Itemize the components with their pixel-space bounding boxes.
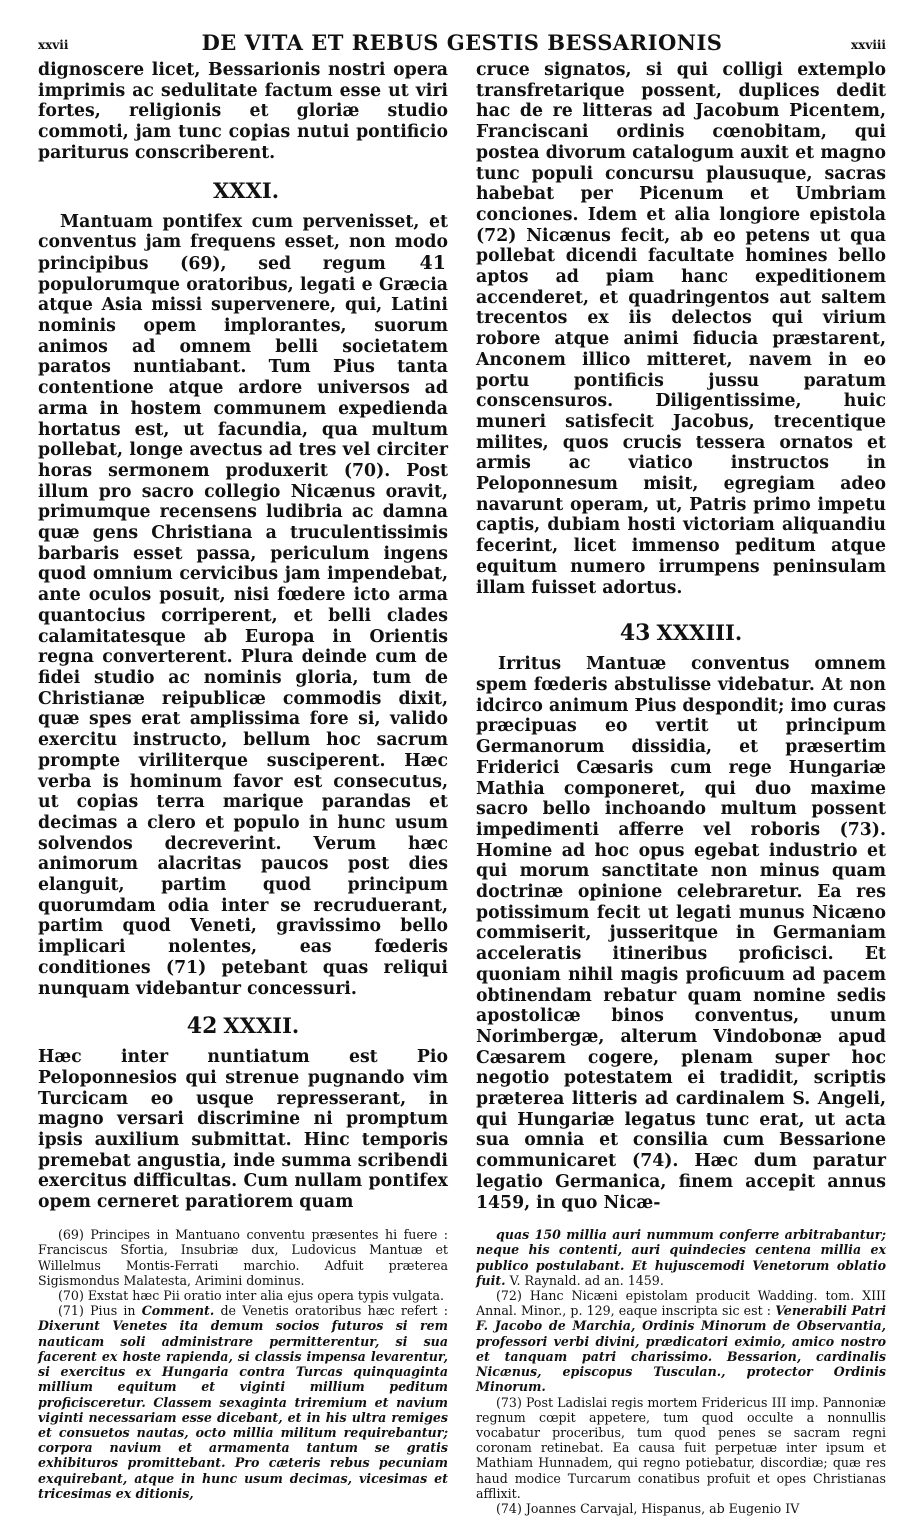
paragraph-31 [38, 212, 448, 1000]
footnote-quote: Venerabili Patri F. Jacobo de Marchia, Ordinis Minorum de Observantia, professori verbi divini, prædicatori eximio, amico nostro et tanquam patri charissimo. Bessarion, cardinalis Nicænus, episcopus Tusculan., protector Ordinis Minorum. [476, 1303, 886, 1395]
paragraph-32: Hæc inter nuntiatum est Pio Peloponnesios qui strenue pugnando vim Turcicam eo usque represserant, in magno versari discrimine ni promptum ipsis auxilium submittat. Hinc temporis premebat angustia, inde summa scribendi exercitus difficultas. Cum nullam pontifex opem cerneret paratiorem quam [38, 1047, 448, 1213]
section-title: XXXI. [212, 177, 279, 203]
footnote-71 [38, 1303, 448, 1501]
footnote-quote: quas 150 millia auri nummum conferre arbitrabantur; neque his contenti, auri quindecies centena millia ex publico postulabant. Et hujuscemodi Venetorum oblatio fuit. [476, 1227, 886, 1288]
section-heading-32 [38, 1013, 448, 1039]
main-text [38, 60, 886, 1213]
footnote-italic: Comment. [141, 1303, 215, 1319]
section-heading-31 [38, 178, 448, 204]
paragraph-33: Irritus Mantuæ conventus omnem spem fœderis abstulisse videbatur. At non idcirco animum Pius despondit; imo curas præcipuas eo vertit ut principum Germanorum dissidia, et præsertim Friderici Cæsaris cum rege Hungariæ Mathia componeret, qui duo maxime sacro bello inchoando multum possent impedimenti afferre vel roboris (73). Homine ad hoc opus egebat industrio et qui morum sanctitate non minus quam doctrinæ opinione celebraretur. Ea res potissimum fecit ut legati munus Nicæno commiserit, jusseritque in Germaniam acceleratis itineribus proficisci. Et quoniam nihil magis proficuum ad pacem obtinendam rebatur quam nomine sedis apostolicæ binos conventus, unum Norimbergæ, alterum Vindobonæ apud Cæsarem cogere, plenam super hoc negotio potestatem ei tradidit, scriptis præterea litteris ad cardinalem S. Angeli, qui Hungariæ legatus tunc erat, ut acta sua omnia et consilia cum Bessarione communicaret (74). Hæc dum paratur legatio Germanica, finem accepit annus 1459, in quo Nicæ- [476, 654, 886, 1213]
footnote-text: de Venetis oratoribus hæc refert : [214, 1303, 449, 1319]
paragraph: dignoscere licet, Bessarionis nostri opera imprimis ac sedulitate factum esse ut viri fortes, religionis et gloriæ studio commoti, jam tunc copias nutui pontificio pariturus conscriberent. [38, 60, 448, 163]
running-title: DE VITA ET REBUS GESTIS BESSARIONIS [201, 30, 723, 55]
section-title: XXXII. [223, 1013, 300, 1039]
footnote-text: (71) Pius in [58, 1303, 142, 1319]
left-column [38, 60, 448, 1213]
right-column [476, 60, 886, 1213]
paragraph: cruce signatos, si qui colligi extemplo transfretarique possent, duplices dedit hac de re litteras ad Jacobum Picentem, Franciscani ordinis cœnobitam, qui postea divorum catalogum auxit et magno tunc populi concursu plausuque, sacras habebat per Picenum et Umbriam conciones. Idem et alia longiore epistola (72) Nicænus fecit, ab eo petens ut qua pollebat dicendi facultate homines bello aptos ad piam hanc expeditionem accenderet, et quadringentos aut saltem trecentos ex iis delectos qui virium robore atque animi fiducia præstarent, Anconem illico mitteret, navem in eo portu pontificis jussu paratum conscensuros. Diligentissime, huic muneri satisfecit Jacobus, trecentique milites, quos crucis tessera ornatos et armis ac viatico instructos in Peloponnesum misit, egregiam adeo navarunt operam, ut, Patris primo impetu captis, dubiam hosti victoriam aliquandiu fecerint, licet immenso peditum atque equitum numero irrumpens peninsulam illam fuisset adortus. [476, 60, 886, 598]
page-number-left: xxvii [38, 38, 69, 52]
section-heading-33 [476, 620, 886, 646]
footnote-text: V. Raynald. ad an. 1459. [505, 1272, 664, 1288]
footnote-69: (69) Principes in Mantuano conventu præsentes hi fuere : Franciscus Sfortia, Insubriæ dux, Ludovicus Mantuæ et Willelmus Montis-Ferrati marchio. Adfuit præterea Sigismondus Malatesta, Arimini dominus. [38, 1227, 448, 1288]
margin-number: 42 [186, 1013, 218, 1040]
paragraph-text: populorumque oratoribus, legati e Græcia atque Asia missi supervenere, qui, Latini nominis opem implorantes, suorum animos ad omnem belli societatem paratos nuntiabant. Tum Pius tanta contentione atque ardore universos ad arma in hostem communem expedienda hortatus est, ut facundia, qua multum pollebat, longe avectus ad tres vel circiter horas sermonem produxerit (70). Post illum pro sacro collegio Nicænus oravit, primumque recensens ludibria ac damna quæ gens Christiana a truculentissimis barbaris esset passa, periculum ingens quod omnium cervicibus jam impendebat, ante oculos posuit, nisi fœdere icto arma quantocius corriperent, et belli clades calamitatesque ab Europa in Orientis regna converterent. Plura deinde cum de fidei studio ac nominis gloria, tum de Christianæ reipublicæ commodis dixit, quæ spes erat amplissima fore si, valido exercitu instructo, bellum hoc sacrum prompte viriliterque susciperent. Hæc verba is hominum favor est consecutus, ut copias terra marique parandas et decimas a clero et populo in hunc usum solvendos decreverint. Verum hæc animorum alacritas paucos post dies elanguit, partim quod principum quorumdam odia inter se recruduerant, partim quod Veneti, gravissimo bello implicari nolentes, eas fœderis conditiones (71) petebant quas reliqui nunquam videbantur concessuri. [38, 274, 448, 999]
footnote-72 [476, 1288, 886, 1394]
footnote-74: (74) Joannes Carvajal, Hispanus, ab Eugenio IV [496, 1500, 800, 1516]
footnote-71-continued [476, 1227, 886, 1288]
margin-number-41: 41 [419, 251, 446, 274]
footnote-73: (73) Post Ladislai regis mortem Fridericus III imp. Pannoniæ regnum cœpit appetere, tum quod occulte a nonnullis vocabatur proceribus, tum quod penes se sacram regni coronam retinebat. Ea causa fuit perpetuæ inter ipsum et Mathiam Hunnadem, qui regno potiebatur, discordiæ; quæ res haud modice Turcarum conatibus profuit et opes Christianas afflixit. [476, 1394, 886, 1501]
paragraph-text: Mantuam pontifex cum pervenisset, et conventus jam frequens esset, non modo principibus (69), sed regum [38, 211, 448, 274]
footnotes-left [38, 1227, 448, 1516]
footnotes [38, 1227, 886, 1516]
section-title: XXXIII. [656, 620, 743, 646]
running-head [38, 30, 886, 60]
footnote-quote: Dixerunt Venetes ita demum socios futuros si rem nauticam soli administrare permitterentur, si sua facerent ex hoste rapienda, si classis impensa levarentur, si exercitus ex Hungaria contra Turcas quinquaginta millium equitum et viginti millium peditum proficisceretur. Classem sexaginta triremium et navium viginti necessariam esse dicebant, et in his ultra remiges et consuetos nautas, octo millia militum requirebantur; corpora navium et armamenta tantum se gratis exhibituros promittebant. Pro cæteris rebus pecuniam exquirebant, atque in hunc usum decimas, vicesimas et tricesimas ex ditionis, [38, 1318, 448, 1501]
margin-number: 43 [619, 620, 651, 647]
footnote-70: (70) Exstat hæc Pii oratio inter alia ejus opera typis vulgata. [58, 1288, 445, 1304]
footnotes-right [476, 1227, 886, 1516]
footnote-text: (72) Hanc Nicæni epistolam producit Wadding. tom. XIII Annal. Minor., p. 129, eaque inscripta sic est : [476, 1288, 886, 1319]
page-number-right: xxviii [851, 38, 886, 52]
